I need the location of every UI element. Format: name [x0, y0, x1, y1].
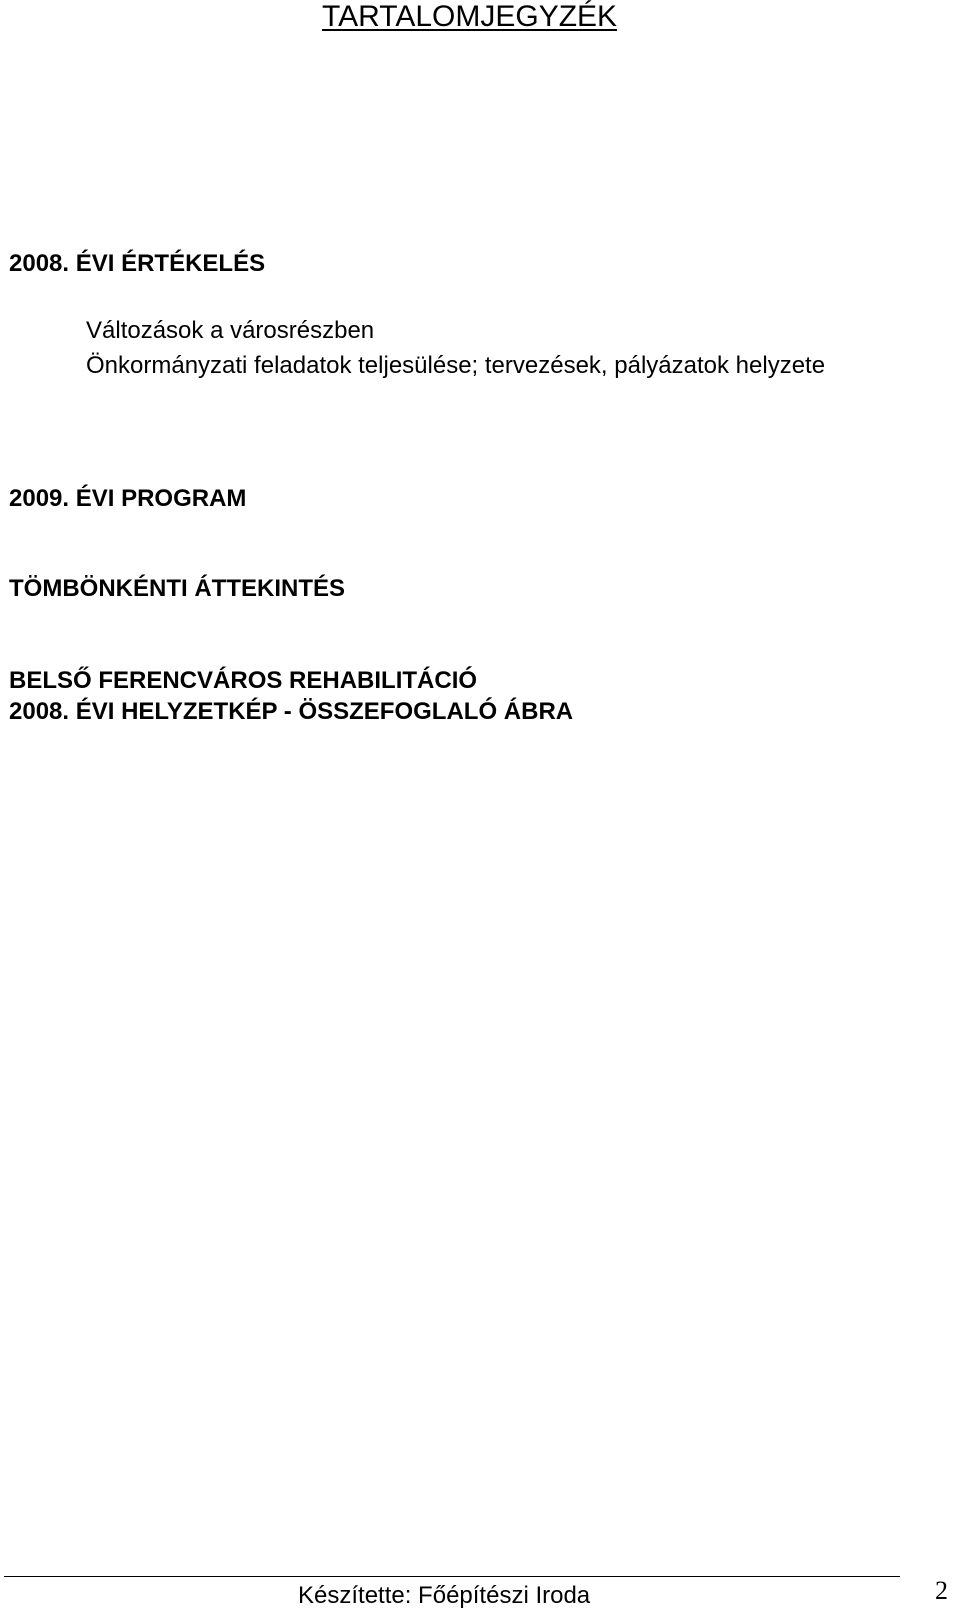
toc-item-municipal-tasks: Önkormányzati feladatok teljesülése; tervezések, pályázatok helyzete — [86, 352, 826, 379]
toc-heading-2008-evaluation: 2008. ÉVI ÉRTÉKELÉS — [9, 250, 266, 277]
toc-heading-summary-figure: 2008. ÉVI HELYZETKÉP - ÖSSZEFOGLALÓ ÁBRA — [9, 698, 574, 725]
page-number: 2 — [935, 1576, 948, 1605]
document-title: TARTALOMJEGYZÉK — [322, 0, 618, 33]
toc-item-changes: Változások a városrészben — [86, 317, 375, 344]
toc-heading-2009-program: 2009. ÉVI PROGRAM — [9, 485, 247, 512]
footer-credit: Készítette: Főépítészi Iroda — [298, 1582, 591, 1609]
toc-heading-rehabilitation: BELSŐ FERENCVÁROS REHABILITÁCIÓ — [9, 667, 478, 694]
toc-heading-block-overview: TÖMBÖNKÉNTI ÁTTEKINTÉS — [9, 575, 345, 602]
footer-divider — [4, 1576, 900, 1577]
